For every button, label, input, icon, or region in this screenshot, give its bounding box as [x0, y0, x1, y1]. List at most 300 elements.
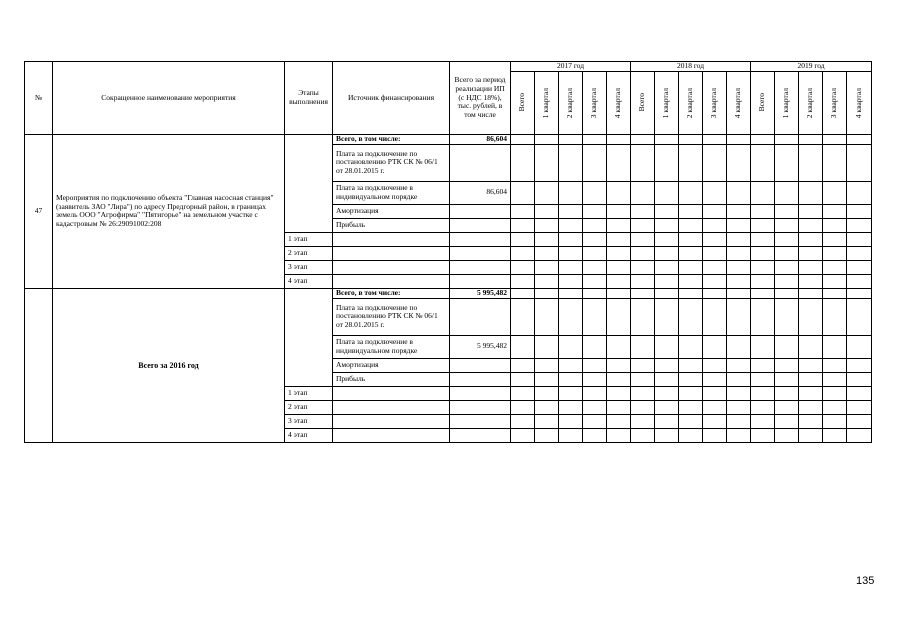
- total-value: [450, 298, 511, 335]
- empty-cell: [535, 400, 559, 414]
- empty-cell: [535, 232, 559, 246]
- empty-cell: [655, 298, 679, 335]
- empty-cell: [631, 260, 655, 274]
- empty-cell: [631, 400, 655, 414]
- empty-cell: [823, 260, 847, 274]
- row-number: 47: [25, 134, 53, 288]
- empty-cell: [679, 428, 703, 442]
- empty-cell: [775, 204, 799, 218]
- empty-cell: [775, 246, 799, 260]
- empty-cell: [775, 335, 799, 358]
- total-value: 5 995,482: [450, 288, 511, 298]
- empty-cell: [607, 144, 631, 181]
- empty-cell: [535, 246, 559, 260]
- header-quarter-cell: [511, 71, 535, 134]
- header-quarter-label: 2 квартал: [685, 87, 695, 118]
- empty-cell: [703, 232, 727, 246]
- empty-cell: [823, 358, 847, 372]
- empty-cell: [679, 414, 703, 428]
- funding-source: Плата за подключение в индивидуальном порядке: [333, 181, 450, 204]
- empty-cell: [727, 288, 751, 298]
- empty-cell: [799, 232, 823, 246]
- empty-cell: [727, 246, 751, 260]
- empty-cell: [511, 298, 535, 335]
- empty-cell: [631, 358, 655, 372]
- empty-cell: [703, 204, 727, 218]
- empty-cell: [333, 414, 450, 428]
- empty-cell: [333, 428, 450, 442]
- empty-cell: [823, 144, 847, 181]
- empty-cell: [751, 181, 775, 204]
- empty-cell: [655, 335, 679, 358]
- funding-source: Плата за подключение по постановлению РТК СК № 06/1 от 28.01.2015 г.: [333, 144, 450, 181]
- empty-cell: [655, 274, 679, 288]
- empty-cell: [847, 288, 872, 298]
- funding-source: Плата за подключение в индивидуальном порядке: [333, 335, 450, 358]
- empty-cell: [799, 372, 823, 386]
- empty-cell: [703, 428, 727, 442]
- header-quarter-cell: [583, 71, 607, 134]
- empty-cell: [751, 414, 775, 428]
- empty-cell: [775, 134, 799, 144]
- empty-cell: [607, 274, 631, 288]
- empty-cell: [535, 144, 559, 181]
- empty-cell: [847, 414, 872, 428]
- empty-cell: [450, 246, 511, 260]
- header-quarter-cell: [631, 71, 655, 134]
- empty-cell: [535, 274, 559, 288]
- empty-cell: [823, 274, 847, 288]
- empty-cell: [535, 358, 559, 372]
- empty-cell: [583, 246, 607, 260]
- empty-cell: [583, 372, 607, 386]
- funding-source: Плата за подключение по постановлению РТК СК № 06/1 от 28.01.2015 г.: [333, 298, 450, 335]
- empty-cell: [727, 298, 751, 335]
- empty-cell: [655, 246, 679, 260]
- empty-cell: [823, 204, 847, 218]
- row-number: [25, 288, 53, 442]
- empty-cell: [847, 372, 872, 386]
- empty-cell: [847, 218, 872, 232]
- empty-cell: [583, 260, 607, 274]
- empty-cell: [450, 428, 511, 442]
- stage-label: 2 этап: [285, 246, 333, 260]
- empty-cell: [333, 274, 450, 288]
- header-quarter-label: 1 квартал: [661, 87, 671, 118]
- header-quarter-cell: [655, 71, 679, 134]
- empty-cell: [559, 358, 583, 372]
- empty-cell: [703, 298, 727, 335]
- empty-cell: [823, 414, 847, 428]
- empty-cell: [535, 428, 559, 442]
- empty-cell: [799, 134, 823, 144]
- empty-cell: [631, 218, 655, 232]
- empty-cell: [679, 144, 703, 181]
- header-quarter-cell: [775, 71, 799, 134]
- empty-cell: [583, 288, 607, 298]
- header-quarter-label: Всего: [637, 93, 647, 112]
- empty-cell: [703, 260, 727, 274]
- empty-cell: [751, 274, 775, 288]
- empty-cell: [511, 274, 535, 288]
- empty-cell: [823, 335, 847, 358]
- empty-cell: [751, 134, 775, 144]
- empty-cell: [583, 144, 607, 181]
- table-header: [25, 62, 872, 135]
- header-quarter-cell: [703, 71, 727, 134]
- empty-cell: [727, 134, 751, 144]
- empty-cell: [535, 218, 559, 232]
- empty-cell: [511, 386, 535, 400]
- empty-cell: [511, 335, 535, 358]
- empty-cell: [559, 400, 583, 414]
- empty-cell: [823, 232, 847, 246]
- header-quarter-cell: [823, 71, 847, 134]
- empty-cell: [823, 181, 847, 204]
- empty-cell: [559, 372, 583, 386]
- empty-cell: [535, 298, 559, 335]
- empty-cell: [511, 428, 535, 442]
- empty-cell: [333, 260, 450, 274]
- empty-cell: [679, 181, 703, 204]
- empty-cell: [583, 232, 607, 246]
- empty-cell: [799, 400, 823, 414]
- empty-cell: [847, 274, 872, 288]
- empty-cell: [775, 288, 799, 298]
- header-year-2019: 2019 год: [751, 62, 872, 72]
- empty-cell: [727, 181, 751, 204]
- header-quarter-cell: [559, 71, 583, 134]
- total-value: [450, 358, 511, 372]
- empty-cell: [679, 288, 703, 298]
- empty-cell: [559, 386, 583, 400]
- empty-cell: [583, 181, 607, 204]
- empty-cell: [679, 246, 703, 260]
- empty-cell: [775, 232, 799, 246]
- funding-source: Всего, в том числе:: [333, 134, 450, 144]
- empty-cell: [703, 288, 727, 298]
- empty-cell: [703, 144, 727, 181]
- investment-plan-table: [24, 61, 872, 443]
- stage-empty-cell: [285, 134, 333, 232]
- empty-cell: [679, 298, 703, 335]
- empty-cell: [559, 260, 583, 274]
- empty-cell: [511, 181, 535, 204]
- empty-cell: [607, 298, 631, 335]
- empty-cell: [823, 386, 847, 400]
- empty-cell: [535, 288, 559, 298]
- empty-cell: [823, 400, 847, 414]
- empty-cell: [559, 218, 583, 232]
- empty-cell: [607, 288, 631, 298]
- empty-cell: [679, 335, 703, 358]
- empty-cell: [799, 358, 823, 372]
- empty-cell: [631, 428, 655, 442]
- empty-cell: [631, 335, 655, 358]
- total-value: 86,604: [450, 134, 511, 144]
- empty-cell: [583, 358, 607, 372]
- header-quarter-label: 4 квартал: [733, 87, 743, 118]
- empty-cell: [847, 246, 872, 260]
- header-source: Источник финансирования: [333, 62, 450, 135]
- empty-cell: [799, 204, 823, 218]
- empty-cell: [583, 274, 607, 288]
- header-quarter-cell: [751, 71, 775, 134]
- empty-cell: [799, 181, 823, 204]
- empty-cell: [727, 358, 751, 372]
- empty-cell: [679, 372, 703, 386]
- stage-label: 2 этап: [285, 400, 333, 414]
- empty-cell: [535, 181, 559, 204]
- header-quarter-cell: [799, 71, 823, 134]
- empty-cell: [703, 386, 727, 400]
- total-value: [450, 218, 511, 232]
- empty-cell: [535, 414, 559, 428]
- empty-cell: [727, 144, 751, 181]
- empty-cell: [703, 372, 727, 386]
- total-value: 86,604: [450, 181, 511, 204]
- empty-cell: [655, 372, 679, 386]
- empty-cell: [703, 414, 727, 428]
- empty-cell: [583, 386, 607, 400]
- empty-cell: [823, 246, 847, 260]
- empty-cell: [799, 246, 823, 260]
- empty-cell: [450, 260, 511, 274]
- empty-cell: [655, 181, 679, 204]
- empty-cell: [655, 400, 679, 414]
- empty-cell: [775, 181, 799, 204]
- empty-cell: [333, 386, 450, 400]
- funding-source: Прибыль: [333, 218, 450, 232]
- empty-cell: [727, 372, 751, 386]
- empty-cell: [607, 372, 631, 386]
- header-quarter-label: Всего: [517, 93, 527, 112]
- empty-cell: [847, 400, 872, 414]
- total-value: [450, 144, 511, 181]
- empty-cell: [655, 232, 679, 246]
- header-quarter-label: 2 квартал: [805, 87, 815, 118]
- table-row: [25, 134, 872, 144]
- empty-cell: [847, 335, 872, 358]
- empty-cell: [535, 260, 559, 274]
- empty-cell: [559, 274, 583, 288]
- header-quarter-label: 1 квартал: [541, 87, 551, 118]
- empty-cell: [535, 204, 559, 218]
- empty-cell: [535, 372, 559, 386]
- empty-cell: [751, 400, 775, 414]
- empty-cell: [655, 134, 679, 144]
- header-quarter-cell: [607, 71, 631, 134]
- measure-name: Всего за 2016 год: [53, 288, 285, 442]
- header-name: Сокращенное наименование мероприятия: [53, 62, 285, 135]
- empty-cell: [583, 218, 607, 232]
- empty-cell: [799, 298, 823, 335]
- empty-cell: [799, 144, 823, 181]
- empty-cell: [631, 414, 655, 428]
- empty-cell: [559, 232, 583, 246]
- empty-cell: [751, 246, 775, 260]
- empty-cell: [703, 358, 727, 372]
- empty-cell: [775, 414, 799, 428]
- empty-cell: [799, 428, 823, 442]
- empty-cell: [751, 232, 775, 246]
- total-value: [450, 204, 511, 218]
- empty-cell: [559, 134, 583, 144]
- empty-cell: [631, 232, 655, 246]
- header-total: Всего за период реализации ИП (с НДС 18%), тыс. рублей, в том числе: [450, 62, 511, 135]
- empty-cell: [333, 400, 450, 414]
- empty-cell: [511, 358, 535, 372]
- empty-cell: [559, 144, 583, 181]
- empty-cell: [775, 428, 799, 442]
- empty-cell: [511, 232, 535, 246]
- empty-cell: [727, 428, 751, 442]
- empty-cell: [727, 232, 751, 246]
- funding-source: Всего, в том числе:: [333, 288, 450, 298]
- empty-cell: [511, 134, 535, 144]
- header-quarter-label: 2 квартал: [565, 87, 575, 118]
- empty-cell: [607, 260, 631, 274]
- header-year-2017: 2017 год: [511, 62, 631, 72]
- header-quarter-label: 3 квартал: [709, 87, 719, 118]
- empty-cell: [799, 288, 823, 298]
- empty-cell: [703, 246, 727, 260]
- measure-name: Мероприятия по подключению объекта "Главная насосная станция" (заявитель ЗАО "Лира") по адресу Предгорный район, в границах земель ООО "Агрофирма" "Пятигорье" на земельном участке с кадастровым № 26:29091002:208: [53, 134, 285, 288]
- empty-cell: [727, 414, 751, 428]
- empty-cell: [799, 260, 823, 274]
- empty-cell: [751, 386, 775, 400]
- header-quarter-label: Всего: [757, 93, 767, 112]
- empty-cell: [511, 218, 535, 232]
- empty-cell: [775, 298, 799, 335]
- empty-cell: [583, 400, 607, 414]
- empty-cell: [751, 298, 775, 335]
- empty-cell: [655, 144, 679, 181]
- empty-cell: [631, 144, 655, 181]
- empty-cell: [823, 428, 847, 442]
- empty-cell: [511, 414, 535, 428]
- empty-cell: [583, 335, 607, 358]
- stage-label: 3 этап: [285, 260, 333, 274]
- empty-cell: [823, 218, 847, 232]
- total-value: 5 995,482: [450, 335, 511, 358]
- empty-cell: [679, 218, 703, 232]
- empty-cell: [751, 288, 775, 298]
- empty-cell: [799, 414, 823, 428]
- empty-cell: [847, 386, 872, 400]
- empty-cell: [631, 372, 655, 386]
- empty-cell: [823, 298, 847, 335]
- empty-cell: [727, 400, 751, 414]
- table-body: [25, 134, 872, 442]
- stage-label: 1 этап: [285, 386, 333, 400]
- empty-cell: [799, 386, 823, 400]
- empty-cell: [333, 246, 450, 260]
- empty-cell: [535, 134, 559, 144]
- empty-cell: [511, 204, 535, 218]
- empty-cell: [775, 144, 799, 181]
- empty-cell: [450, 400, 511, 414]
- empty-cell: [535, 386, 559, 400]
- empty-cell: [727, 335, 751, 358]
- header-num: №: [25, 62, 53, 135]
- empty-cell: [631, 134, 655, 144]
- empty-cell: [775, 218, 799, 232]
- empty-cell: [655, 428, 679, 442]
- empty-cell: [583, 298, 607, 335]
- empty-cell: [679, 274, 703, 288]
- empty-cell: [631, 274, 655, 288]
- header-quarter-label: 1 квартал: [781, 87, 791, 118]
- empty-cell: [607, 414, 631, 428]
- stage-label: 4 этап: [285, 428, 333, 442]
- empty-cell: [703, 218, 727, 232]
- empty-cell: [559, 288, 583, 298]
- table-row: [25, 288, 872, 298]
- empty-cell: [847, 260, 872, 274]
- empty-cell: [607, 181, 631, 204]
- empty-cell: [703, 400, 727, 414]
- empty-cell: [775, 274, 799, 288]
- stage-label: 4 этап: [285, 274, 333, 288]
- header-stages: Этапы выполнения: [285, 62, 333, 135]
- empty-cell: [631, 204, 655, 218]
- empty-cell: [679, 386, 703, 400]
- empty-cell: [655, 288, 679, 298]
- empty-cell: [559, 414, 583, 428]
- stage-empty-cell: [285, 288, 333, 386]
- empty-cell: [823, 288, 847, 298]
- empty-cell: [655, 204, 679, 218]
- empty-cell: [655, 218, 679, 232]
- empty-cell: [607, 335, 631, 358]
- empty-cell: [799, 218, 823, 232]
- empty-cell: [751, 428, 775, 442]
- empty-cell: [631, 386, 655, 400]
- page-number: 135: [856, 575, 875, 587]
- stage-label: 3 этап: [285, 414, 333, 428]
- empty-cell: [511, 372, 535, 386]
- empty-cell: [679, 232, 703, 246]
- empty-cell: [847, 204, 872, 218]
- empty-cell: [511, 400, 535, 414]
- empty-cell: [751, 260, 775, 274]
- empty-cell: [727, 274, 751, 288]
- empty-cell: [799, 274, 823, 288]
- header-quarter-label: 4 квартал: [853, 87, 863, 118]
- empty-cell: [559, 335, 583, 358]
- empty-cell: [727, 260, 751, 274]
- empty-cell: [823, 372, 847, 386]
- empty-cell: [607, 218, 631, 232]
- empty-cell: [511, 260, 535, 274]
- empty-cell: [559, 181, 583, 204]
- empty-cell: [703, 274, 727, 288]
- empty-cell: [751, 218, 775, 232]
- header-year-2018: 2018 год: [631, 62, 751, 72]
- empty-cell: [679, 260, 703, 274]
- empty-cell: [607, 386, 631, 400]
- empty-cell: [847, 181, 872, 204]
- empty-cell: [751, 144, 775, 181]
- empty-cell: [511, 144, 535, 181]
- empty-cell: [847, 232, 872, 246]
- empty-cell: [631, 298, 655, 335]
- empty-cell: [703, 335, 727, 358]
- empty-cell: [450, 274, 511, 288]
- funding-source: Прибыль: [333, 372, 450, 386]
- empty-cell: [559, 246, 583, 260]
